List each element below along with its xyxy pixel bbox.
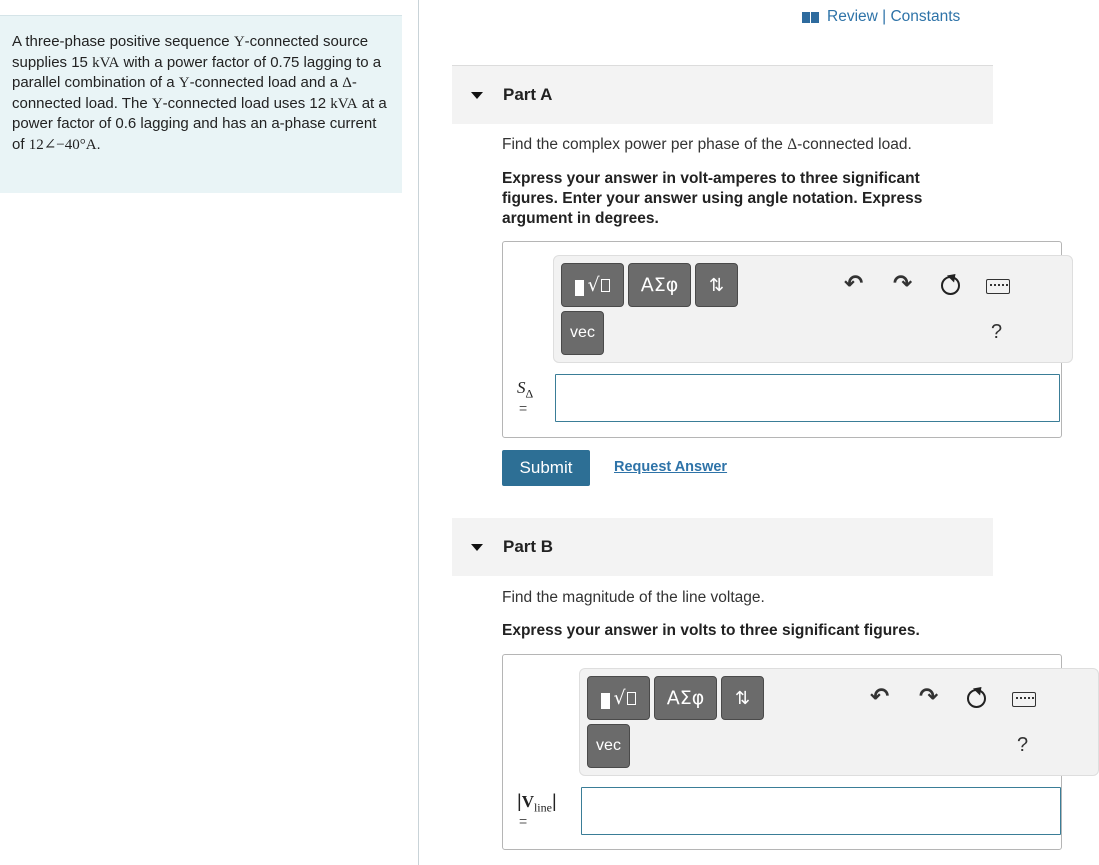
greek-symbols-button[interactable]: ΑΣφ bbox=[628, 263, 691, 307]
review-constants-link[interactable] bbox=[802, 8, 960, 26]
book-icon bbox=[802, 12, 819, 23]
panel-divider bbox=[418, 0, 419, 865]
answer-variable-label: $S_\Delta$ = bbox=[517, 378, 534, 416]
collapse-caret-icon[interactable] bbox=[471, 544, 483, 551]
part-b-question: Find the magnitude of the line voltage. bbox=[502, 589, 765, 606]
part-a-question: Find the complex power per phase of the Δ-connected load. bbox=[502, 136, 912, 153]
math-toolbar bbox=[553, 255, 1073, 363]
delta-symbol: Δ bbox=[342, 75, 352, 91]
answer-input[interactable] bbox=[581, 787, 1061, 835]
undo-icon[interactable]: ↶ bbox=[870, 683, 890, 709]
y-symbol: Y bbox=[233, 34, 245, 50]
reset-icon[interactable] bbox=[941, 276, 960, 295]
sqrt-icon: √ bbox=[587, 274, 600, 296]
templates-button[interactable] bbox=[561, 263, 624, 307]
help-icon[interactable]: ? bbox=[1017, 734, 1029, 756]
review-constants-label: Review | Constants bbox=[827, 8, 961, 25]
templates-button[interactable] bbox=[587, 676, 650, 720]
keyboard-icon[interactable] bbox=[1012, 692, 1036, 707]
delta-symbol: Δ bbox=[787, 136, 798, 153]
submit-button[interactable]: Submit bbox=[502, 450, 590, 486]
answer-variable-label: $|V_{line}|$ = bbox=[517, 791, 557, 829]
part-b-header[interactable] bbox=[452, 518, 993, 576]
keyboard-icon[interactable] bbox=[986, 279, 1010, 294]
vector-button[interactable]: vec bbox=[561, 311, 604, 355]
part-b-instruction: Express your answer in volts to three significant figures. bbox=[502, 622, 920, 639]
help-icon[interactable]: ? bbox=[991, 321, 1003, 343]
problem-text: A three-phase positive sequence bbox=[12, 33, 234, 50]
part-b-answer-box bbox=[502, 654, 1062, 850]
sqrt-icon: √ bbox=[613, 687, 626, 709]
undo-icon[interactable]: ↶ bbox=[844, 270, 864, 296]
problem-statement-panel: A three-phase positive sequence Y-connected source supplies 15 kVA with a power factor of 0.75 lagging to a parallel combination of a Y-connected load and a Δ-connected load. The Y-connected load uses 12 kVA at a power factor of 0.6 lagging and has an a-phase current of 12∠−40°A. bbox=[0, 15, 402, 193]
answer-input[interactable] bbox=[555, 374, 1060, 422]
greek-symbols-button[interactable]: ΑΣφ bbox=[654, 676, 717, 720]
part-a-header[interactable] bbox=[452, 66, 993, 124]
part-a-instruction: Express your answer in volt-amperes to three significant figures. Enter your answer using angle notation. Express argument in degrees. bbox=[502, 170, 923, 227]
part-a-title: Part A bbox=[503, 85, 553, 104]
current-value: 12∠−40°A bbox=[28, 136, 97, 153]
vector-button[interactable]: vec bbox=[587, 724, 630, 768]
redo-icon[interactable]: ↷ bbox=[893, 270, 913, 296]
arrows-button[interactable]: ⇅ bbox=[721, 676, 764, 720]
reset-icon[interactable] bbox=[967, 689, 986, 708]
part-b-title: Part B bbox=[503, 537, 554, 556]
math-toolbar bbox=[579, 668, 1099, 776]
request-answer-link[interactable]: Request Answer bbox=[614, 459, 728, 475]
collapse-caret-icon[interactable] bbox=[471, 92, 483, 99]
arrows-button[interactable]: ⇅ bbox=[695, 263, 738, 307]
kva-unit: kVA bbox=[92, 54, 120, 71]
redo-icon[interactable]: ↷ bbox=[919, 683, 939, 709]
part-a-answer-box bbox=[502, 241, 1062, 438]
